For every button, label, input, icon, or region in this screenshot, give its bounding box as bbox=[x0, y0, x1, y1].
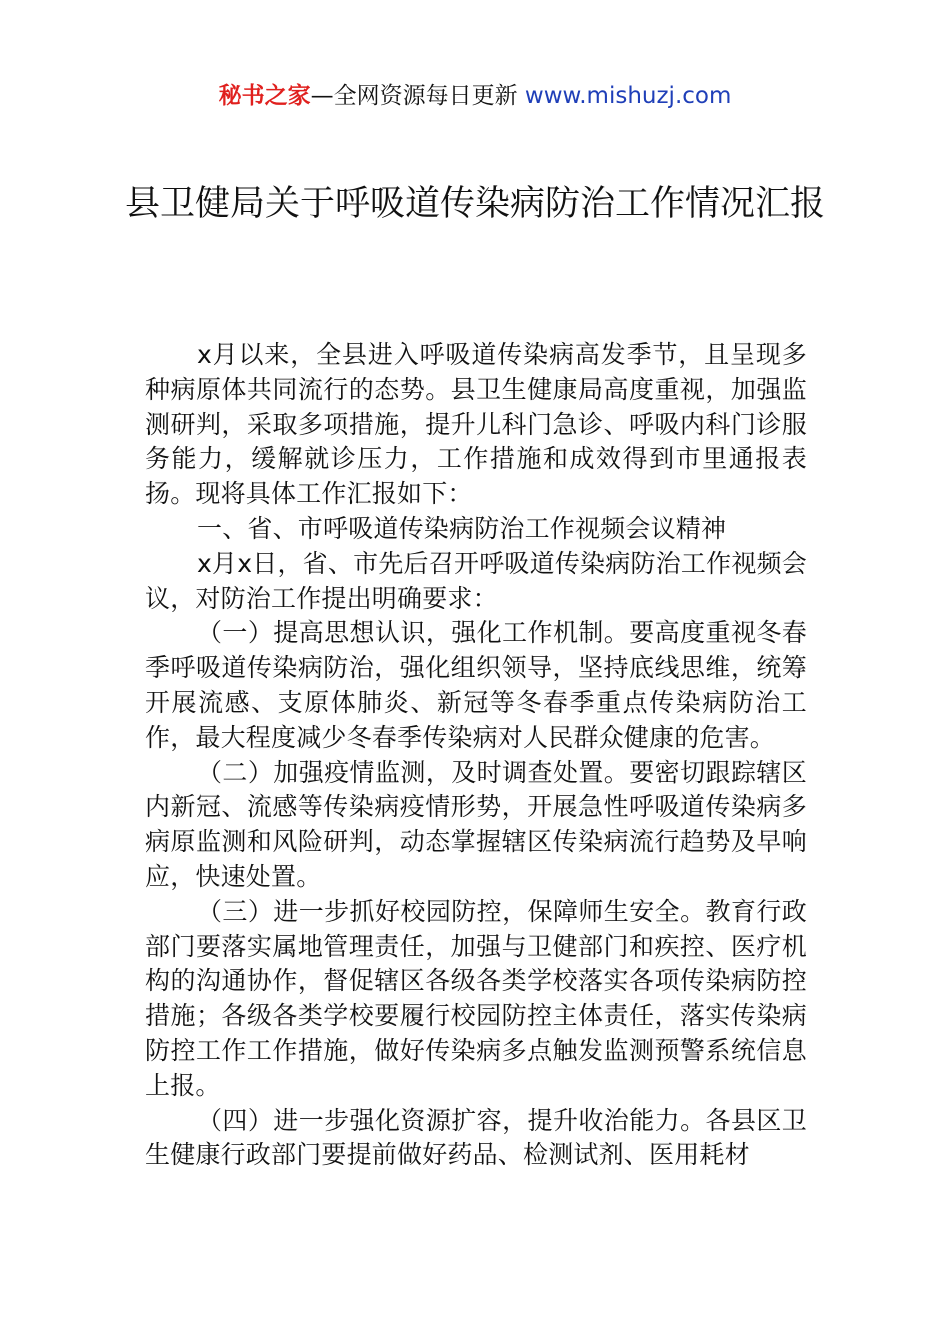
brand-name: 秘书之家 bbox=[218, 83, 311, 109]
document-body bbox=[145, 338, 807, 1173]
site-url-link[interactable]: www.mishuzj.com bbox=[524, 83, 732, 109]
paragraph-item-4: （四）进一步强化资源扩容，提升收治能力。各县区卫生健康行政部门要提前做好药品、检测试剂、医用耗材 bbox=[145, 1105, 807, 1170]
paragraph-intro: x月以来，全县进入呼吸道传染病高发季节，且呈现多种病原体共同流行的态势。县卫生健康局高度重视，加强监测研判，采取多项措施，提升儿科门急诊、呼吸内科门诊服务能力，缓解就诊压力，工作措施和成效得到市里通报表扬。现将具体工作汇报如下： bbox=[145, 340, 807, 509]
site-header-banner bbox=[0, 80, 950, 112]
paragraph-item-3: （三）进一步抓好校园防控，保障师生安全。教育行政部门要落实属地管理责任，加强与卫健部门和疾控、医疗机构的沟通协作，督促辖区各级各类学校落实各项传染病防控措施；各级各类学校要履行校园防控主体责任，落实传染病防控工作工作措施，做好传染病多点触发监测预警系统信息上报。 bbox=[145, 896, 807, 1100]
paragraph-item-2: （二）加强疫情监测，及时调查处置。要密切跟踪辖区内新冠、流感等传染病疫情形势，开展急性呼吸道传染病多病原监测和风险研判，动态掌握辖区传染病流行趋势及早响应，快速处置。 bbox=[145, 757, 807, 891]
section-heading-1: 一、省、市呼吸道传染病防治工作视频会议精神 bbox=[197, 513, 727, 543]
document-title: 县卫健局关于呼吸道传染病防治工作情况汇报 bbox=[124, 184, 825, 224]
paragraph-item-1: （一）提高思想认识，强化工作机制。要高度重视冬春季呼吸道传染病防治，强化组织领导，坚持底线思维，统筹开展流感、支原体肺炎、新冠等冬春季重点传染病防治工作，最大程度减少冬春季传染病对人民群众健康的危害。 bbox=[145, 618, 807, 752]
header-tagline: —全网资源每日更新 bbox=[310, 83, 525, 109]
paragraph-meeting: x月x日，省、市先后召开呼吸道传染病防治工作视频会议，对防治工作提出明确要求： bbox=[145, 548, 807, 613]
